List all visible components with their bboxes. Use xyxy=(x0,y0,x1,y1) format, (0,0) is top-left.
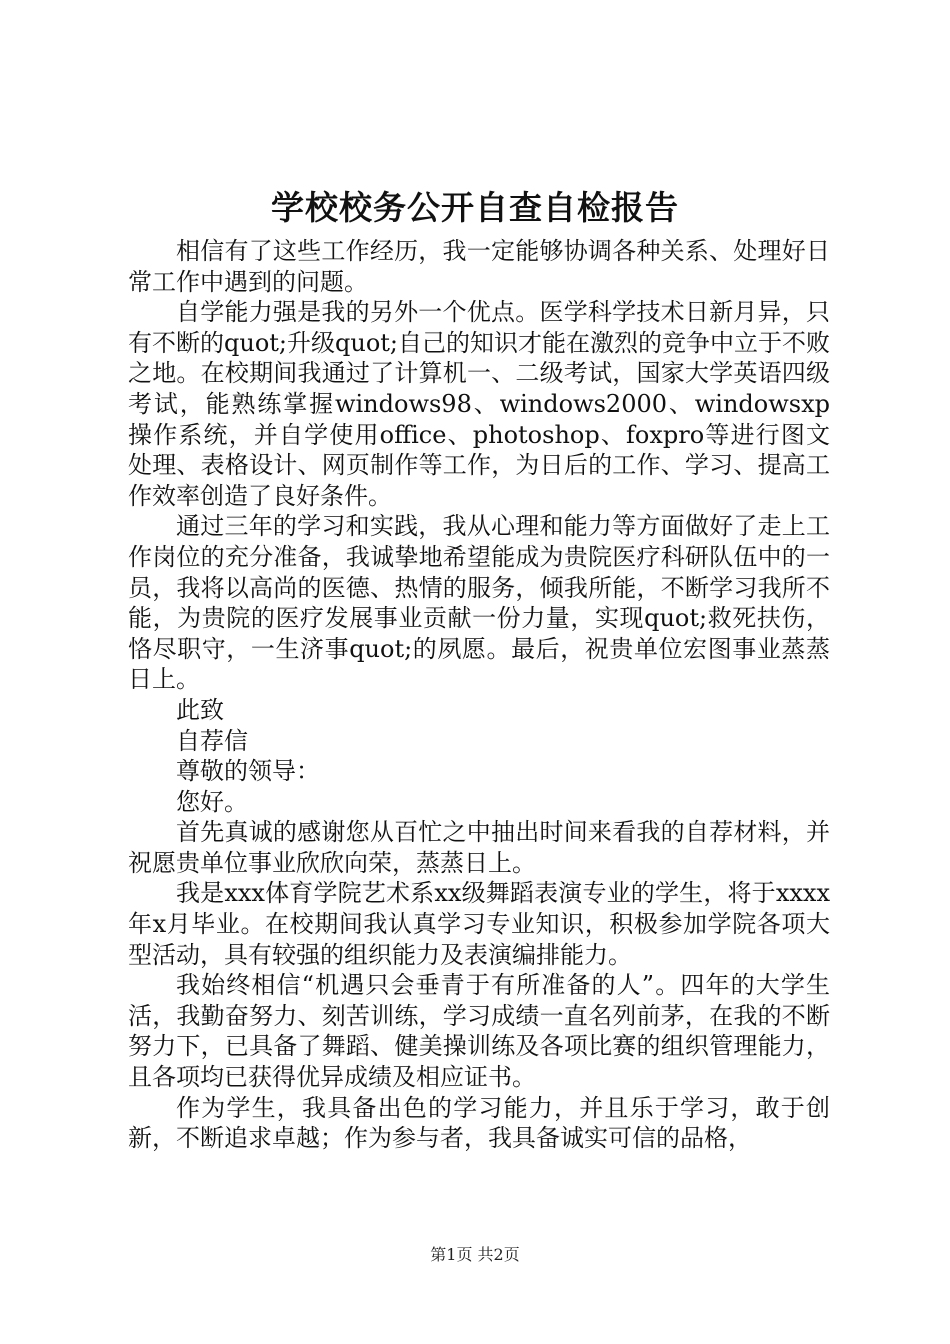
document-body xyxy=(128,236,830,1154)
page-number-footer: 第1页 共2页 xyxy=(430,1245,520,1264)
paragraph: 自学能力强是我的另外一个优点。医学科学技术日新月异，只有不断的quot;升级quot;自己的知识才能在激烈的竞争中立于不败之地。在校期间我通过了计算机一、二级考试，国家大学英语四级考试，能熟练掌握windows98、windows2000、windowsxp操作系统，并自学使用office、photoshop、foxpro等进行图文处理、表格设计、网页制作等工作，为日后的工作、学习、提高工作效率创造了良好条件。 xyxy=(128,298,830,510)
paragraph: 尊敬的领导： xyxy=(176,757,320,786)
paragraph: 作为学生，我具备出色的学习能力，并且乐于学习，敢于创新，不断追求卓越；作为参与者，我具备诚实可信的品格， xyxy=(128,1093,830,1153)
paragraph: 我是xxx体育学院艺术系xx级舞蹈表演专业的学生，将于xxxx年x月毕业。在校期间我认真学习专业知识，积极参加学院各项大型活动，具有较强的组织能力及表演编排能力。 xyxy=(128,879,830,969)
paragraph: 首先真诚的感谢您从百忙之中抽出时间来看我的自荐材料，并祝愿贵单位事业欣欣向荣，蒸蒸日上。 xyxy=(128,818,830,877)
paragraph: 自荐信 xyxy=(176,726,248,755)
paragraph: 通过三年的学习和实践，我从心理和能力等方面做好了走上工作岗位的充分准备，我诚挚地希望能成为贵院医疗科研队伍中的一员，我将以高尚的医德、热情的服务，倾我所能，不断学习我所不能，为贵院的医疗发展事业贡献一份力量，实现quot;救死扶伤，恪尽职守，一生济事quot;的夙愿。最后，祝贵单位宏图事业蒸蒸日上。 xyxy=(128,512,830,694)
paragraph: 我始终相信“机遇只会垂青于有所准备的人”。四年的大学生活，我勤奋努力、刻苦训练，学习成绩一直名列前茅，在我的不断努力下，已具备了舞蹈、健美操训练及各项比赛的组织管理能力，且各项均已获得优异成绩及相应证书。 xyxy=(128,971,830,1092)
paragraph: 此致 xyxy=(176,695,224,724)
document-title: 学校校务公开自查自检报告 xyxy=(271,188,679,227)
paragraph: 您好。 xyxy=(176,787,248,816)
paragraph: 相信有了这些工作经历，我一定能够协调各种关系、处理好日常工作中遇到的问题。 xyxy=(128,237,830,296)
